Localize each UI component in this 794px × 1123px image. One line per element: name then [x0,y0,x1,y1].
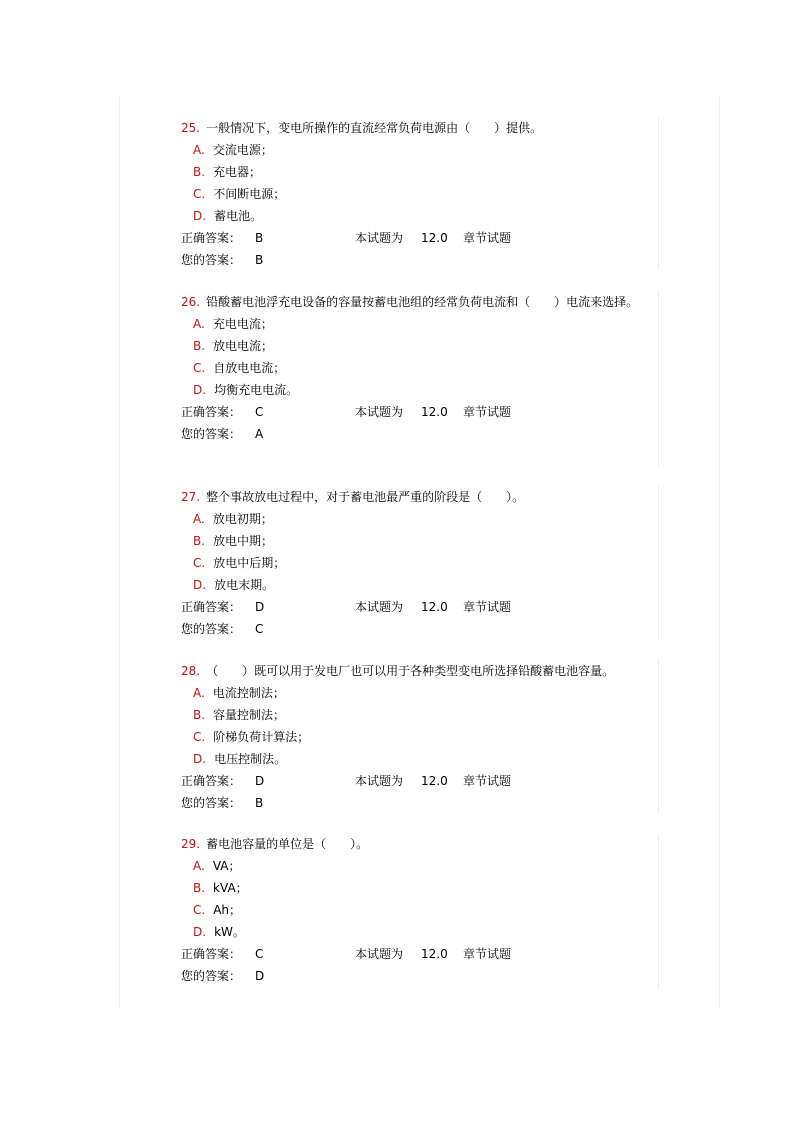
option-d [181,205,661,227]
option-text: Ah； [213,903,242,917]
option-letter: D. [193,209,207,223]
question-number: 29. [181,837,201,851]
question-stem: 铅酸蓄电池浮充电设备的容量按蓄电池组的经常负荷电流和（ ）电流来选择。 [206,295,639,309]
your-answer-row [181,249,661,271]
question-number: 26. [181,295,201,309]
option-letter: B. [193,339,206,353]
option-text: 放电中后期； [213,556,286,570]
option-text: VA； [212,859,241,873]
option-d [181,379,661,401]
question-text [181,291,661,313]
option-letter: A. [193,317,205,331]
option-letter: C. [193,903,206,917]
right-border [719,97,720,1009]
question-number: 27. [181,490,201,504]
option-letter: B. [193,534,206,548]
question-text [181,117,661,139]
score-label: 本试题为 [355,231,404,245]
option-letter: C. [193,187,206,201]
question-text [181,833,661,855]
option-text: 电压控制法。 [214,752,287,766]
option-text: 不间断电源； [213,187,286,201]
option-b [181,161,661,183]
section-label: 章节试题 [463,947,512,961]
option-c [181,552,661,574]
option-text: 放电电流； [213,339,274,353]
your-answer-label: 您的答案： [181,427,242,441]
correct-answer-row [181,401,661,423]
score-value: 12.0 [421,774,448,788]
option-letter: B. [193,881,206,895]
question-block [181,486,661,640]
section-label: 章节试题 [463,231,512,245]
option-text: 放电末期。 [214,578,275,592]
your-answer-label: 您的答案： [181,253,242,267]
score-label: 本试题为 [355,947,404,961]
correct-answer-label: 正确答案： [181,947,242,961]
your-answer-row [181,965,661,987]
score-value: 12.0 [421,231,448,245]
question-stem: （ ）既可以用于发电厂也可以用于各种类型变电所选择铅酸蓄电池容量。 [206,664,615,678]
option-d [181,748,661,770]
correct-answer-value: D [255,600,265,614]
your-answer-row [181,618,661,640]
correct-answer-value: C [255,405,264,419]
question-block [181,833,661,987]
your-answer-row [181,792,661,814]
option-d [181,574,661,596]
option-a [181,313,661,335]
option-text: kW。 [214,925,245,939]
option-b [181,704,661,726]
option-letter: D. [193,578,207,592]
correct-answer-label: 正确答案： [181,405,242,419]
option-b [181,877,661,899]
correct-answer-label: 正确答案： [181,600,242,614]
score-label: 本试题为 [355,774,404,788]
question-text [181,486,661,508]
option-text: 电流控制法； [212,686,285,700]
option-text: 交流电源； [212,143,273,157]
your-answer-value: B [255,796,264,810]
question-number: 25. [181,121,201,135]
option-b [181,530,661,552]
your-answer-value: B [255,253,264,267]
option-text: 均衡充电电流。 [214,383,299,397]
score-label: 本试题为 [355,600,404,614]
your-answer-value: C [255,622,264,636]
correct-answer-value: D [255,774,265,788]
correct-answer-label: 正确答案： [181,774,242,788]
score-label: 本试题为 [355,405,404,419]
option-letter: A. [193,686,205,700]
section-label: 章节试题 [463,600,512,614]
option-text: 蓄电池。 [214,209,263,223]
option-letter: D. [193,752,207,766]
score-value: 12.0 [421,600,448,614]
option-text: kVA； [213,881,248,895]
section-label: 章节试题 [463,405,512,419]
option-letter: D. [193,925,207,939]
question-block [181,291,661,445]
correct-answer-row [181,227,661,249]
option-letter: A. [193,512,205,526]
question-stem: 整个事故放电过程中，对于蓄电池最严重的阶段是（ ）。 [206,490,525,504]
your-answer-row [181,423,661,445]
option-a [181,682,661,704]
option-letter: D. [193,383,207,397]
your-answer-value: A [255,427,264,441]
question-stem: 蓄电池容量的单位是（ ）。 [206,837,369,851]
correct-answer-label: 正确答案： [181,231,242,245]
question-text [181,660,661,682]
option-d [181,921,661,943]
option-text: 容量控制法； [213,708,286,722]
option-letter: C. [193,361,206,375]
left-border [119,97,120,1009]
option-text: 放电初期； [212,512,273,526]
your-answer-label: 您的答案： [181,969,242,983]
option-letter: C. [193,730,206,744]
option-letter: A. [193,859,205,873]
option-a [181,508,661,530]
option-text: 充电器； [213,165,262,179]
option-c [181,726,661,748]
option-text: 阶梯负荷计算法； [213,730,310,744]
your-answer-label: 您的答案： [181,622,242,636]
your-answer-value: D [255,969,265,983]
correct-answer-value: B [255,231,264,245]
option-letter: C. [193,556,206,570]
question-block [181,660,661,814]
option-b [181,335,661,357]
option-a [181,139,661,161]
option-text: 充电电流； [212,317,273,331]
your-answer-label: 您的答案： [181,796,242,810]
option-letter: B. [193,165,206,179]
option-letter: A. [193,143,205,157]
question-number: 28. [181,664,201,678]
score-value: 12.0 [421,947,448,961]
option-letter: B. [193,708,206,722]
question-block [181,117,661,271]
question-stem: 一般情况下，变电所操作的直流经常负荷电源由（ ）提供。 [206,121,543,135]
option-c [181,899,661,921]
correct-answer-value: C [255,947,264,961]
correct-answer-row [181,770,661,792]
correct-answer-row [181,596,661,618]
section-label: 章节试题 [463,774,512,788]
option-text: 放电中期； [213,534,274,548]
option-text: 自放电电流； [213,361,286,375]
option-c [181,183,661,205]
score-value: 12.0 [421,405,448,419]
option-c [181,357,661,379]
option-a [181,855,661,877]
correct-answer-row [181,943,661,965]
